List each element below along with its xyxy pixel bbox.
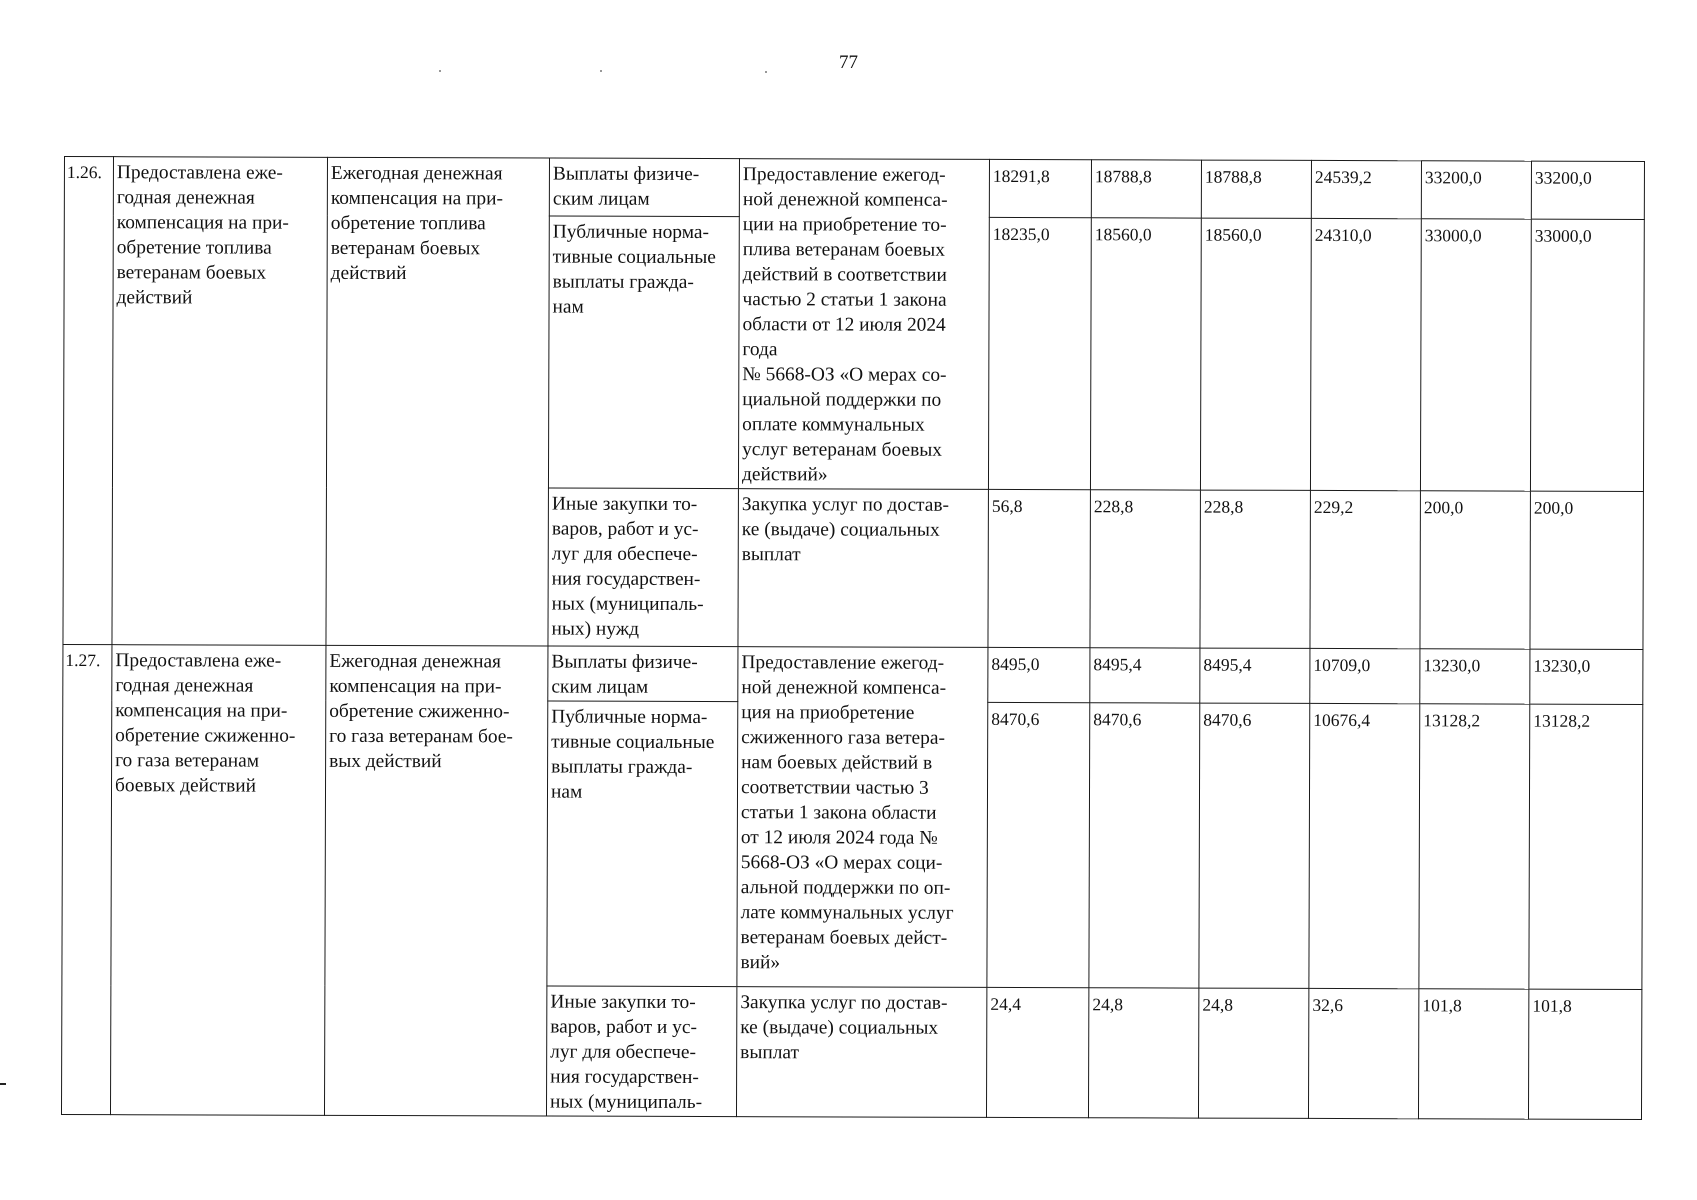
text-line: ных (муниципаль- [551,593,704,616]
text-line: Публичные норма- [552,221,709,244]
value-cell: 101,8 [1418,989,1528,1119]
text-line: частью 2 статьи 1 закона [742,289,947,311]
text-line: обретение сжиженно- [115,725,296,747]
value-cell: 8495,4 [1200,648,1310,703]
description-cell [736,987,986,1118]
text-line: Публичные норма- [551,706,708,729]
text-line: ке (выдаче) социальных [740,1017,939,1039]
text-line: тивные социальные [552,246,716,269]
value-cell: 56,8 [988,489,1090,647]
text-line: ных) нужд [551,618,640,640]
item-number: 1.27. [61,644,111,1114]
scan-dot [765,71,767,73]
value-cell: 200,0 [1420,491,1530,649]
value-cell: 24539,2 [1311,160,1421,219]
value-cell: 13128,2 [1529,704,1643,989]
text-line: обретение сжиженно- [329,700,510,723]
text-line: ветеранам боевых дейст- [740,927,948,949]
text-line: Выплаты физиче- [552,163,700,185]
text-line: обретение топлива [116,237,272,259]
text-line: ных (муниципаль- [549,1091,703,1114]
text-line: ной денежной компенса- [742,189,948,211]
scan-dot [439,70,441,72]
text-line: года [742,339,778,361]
text-line: услуг ветеранам боевых [742,439,943,461]
text-line: компенсация на при- [116,212,289,234]
table-row [63,644,1643,704]
text-line: сжиженного газа ветера- [741,727,945,749]
text-line: го газа ветеранам [115,750,260,772]
text-line: от 12 июля 2024 года № [740,827,938,849]
text-line: годная денежная [116,187,255,209]
text-line: боевых действий [114,775,257,797]
text-line: ветеранам боевых [116,262,267,284]
text-line: годная денежная [115,675,254,697]
expense-type-cell [547,701,738,987]
value-cell: 18560,0 [1200,218,1311,490]
scan-dot [600,70,602,72]
text-line: Предоставлена еже- [116,162,283,184]
value-cell: 101,8 [1528,989,1641,1119]
text-line: ским лицам [551,676,649,698]
text-line: выплаты гражда- [551,756,693,778]
text-line: компенсация на при- [330,187,504,210]
value-cell: 10676,4 [1309,703,1420,988]
text-line: варов, работ и ус- [551,518,699,540]
value-cell: 8495,0 [988,647,1090,702]
text-line: Иные закупки то- [550,991,696,1013]
text-line: № 5668-ОЗ «О мерах со- [742,364,947,386]
value-cell: 33000,0 [1530,219,1644,491]
text-line: действий» [741,464,828,486]
value-cell: 228,8 [1090,490,1200,648]
value-cell: 8470,6 [987,702,1090,987]
value-cell: 32,6 [1308,988,1418,1118]
event-cell [326,157,550,646]
text-line: го газа ветеранам бое- [329,725,513,748]
value-cell: 13230,0 [1530,649,1643,704]
value-cell: 18235,0 [988,218,1091,490]
description-cell [738,159,989,490]
value-cell: 33200,0 [1531,161,1644,220]
text-line: компенсация на при- [329,675,502,698]
text-line: действий [116,287,193,309]
value-cell: 18291,8 [989,159,1091,218]
text-line: ским лицам [552,188,650,210]
text-line: Иные закупки то- [551,493,698,515]
text-line: Предоставление ежегод- [741,652,945,674]
budget-measures-table [61,156,1645,1120]
expense-type-cell [546,986,736,1117]
event-cell [324,645,547,1116]
text-line: Ежегодная денежная [330,162,503,185]
text-line: соответствии частью 3 [740,777,929,799]
text-line: луг для обеспече- [550,1041,697,1063]
description-cell [737,647,988,988]
text-line: луг для обеспече- [551,543,698,565]
text-line: альной поддержки по оп- [740,877,951,899]
expense-type-cell [548,488,738,647]
text-line: ции на приобретение то- [742,214,947,236]
value-cell: 229,2 [1310,490,1420,648]
value-cell: 228,8 [1200,490,1310,648]
text-line: плива ветеранам боевых [742,239,945,261]
expense-type-cell [549,158,739,217]
description-cell [738,489,988,648]
text-line: лате коммунальных услуг [740,902,954,924]
text-line: ция на приобретение [741,702,915,724]
text-line: нам [552,296,584,318]
value-cell: 8470,6 [1199,703,1310,988]
text-line: 5668-ОЗ «О мерах соци- [740,852,943,874]
value-cell: 33200,0 [1421,161,1531,220]
text-line: нам боевых действий в [741,752,933,774]
value-cell: 18788,8 [1201,160,1311,219]
text-line: выплаты гражда- [552,271,694,294]
value-cell: 200,0 [1530,491,1643,649]
value-cell: 8470,6 [1089,703,1200,988]
text-line: вых действий [329,750,442,773]
value-cell: 24,8 [1088,988,1198,1118]
result-cell [112,157,328,646]
scan-edge-mark [0,1083,6,1085]
text-line: Предоставлена еже- [115,650,282,672]
expense-type-cell [548,216,739,488]
text-line: ной денежной компенса- [741,677,947,699]
value-cell: 24310,0 [1310,219,1421,491]
text-line: обретение топлива [330,212,486,235]
text-line: области от 12 июля 2024 [742,314,946,336]
text-line: Закупка услуг по достав- [740,992,948,1014]
text-line: Выплаты физиче- [551,651,698,673]
value-cell: 18788,8 [1091,160,1201,219]
value-cell: 24,8 [1198,988,1308,1118]
expense-type-cell [548,646,738,702]
text-line: вий» [740,952,781,974]
text-line: ветеранам боевых [330,237,481,260]
text-line: компенсация на при- [115,700,288,722]
value-cell: 13230,0 [1420,649,1530,704]
text-line: выплат [741,544,801,566]
text-line: тивные социальные [551,731,715,754]
value-cell: 24,4 [986,987,1088,1117]
value-cell: 18560,0 [1090,218,1201,490]
text-line: Предоставление ежегод- [742,164,946,186]
value-cell: 33000,0 [1420,219,1531,491]
text-line: действий в соответствии [742,264,947,286]
value-cell: 10709,0 [1310,648,1420,703]
text-line: Ежегодная денежная [329,650,502,673]
text-line: выплат [740,1042,800,1064]
text-line: действий [330,262,407,285]
text-line: циальной поддержки по [742,389,942,411]
text-line: ния государствен- [550,1066,699,1088]
page-number: 77 [839,52,858,73]
text-line: оплате коммунальных [742,414,925,436]
value-cell: 8495,4 [1090,648,1200,703]
item-number: 1.26. [63,157,114,645]
text-line: ке (выдаче) социальных [741,519,940,541]
text-line: Закупка услуг по достав- [741,494,950,516]
text-line: нам [550,781,583,803]
text-line: статьи 1 закона области [740,802,937,824]
text-line: ния государствен- [551,568,701,591]
text-line: варов, работ и ус- [550,1016,697,1038]
result-cell [110,645,325,1116]
table-row [64,157,1644,220]
value-cell: 13128,2 [1419,704,1530,989]
